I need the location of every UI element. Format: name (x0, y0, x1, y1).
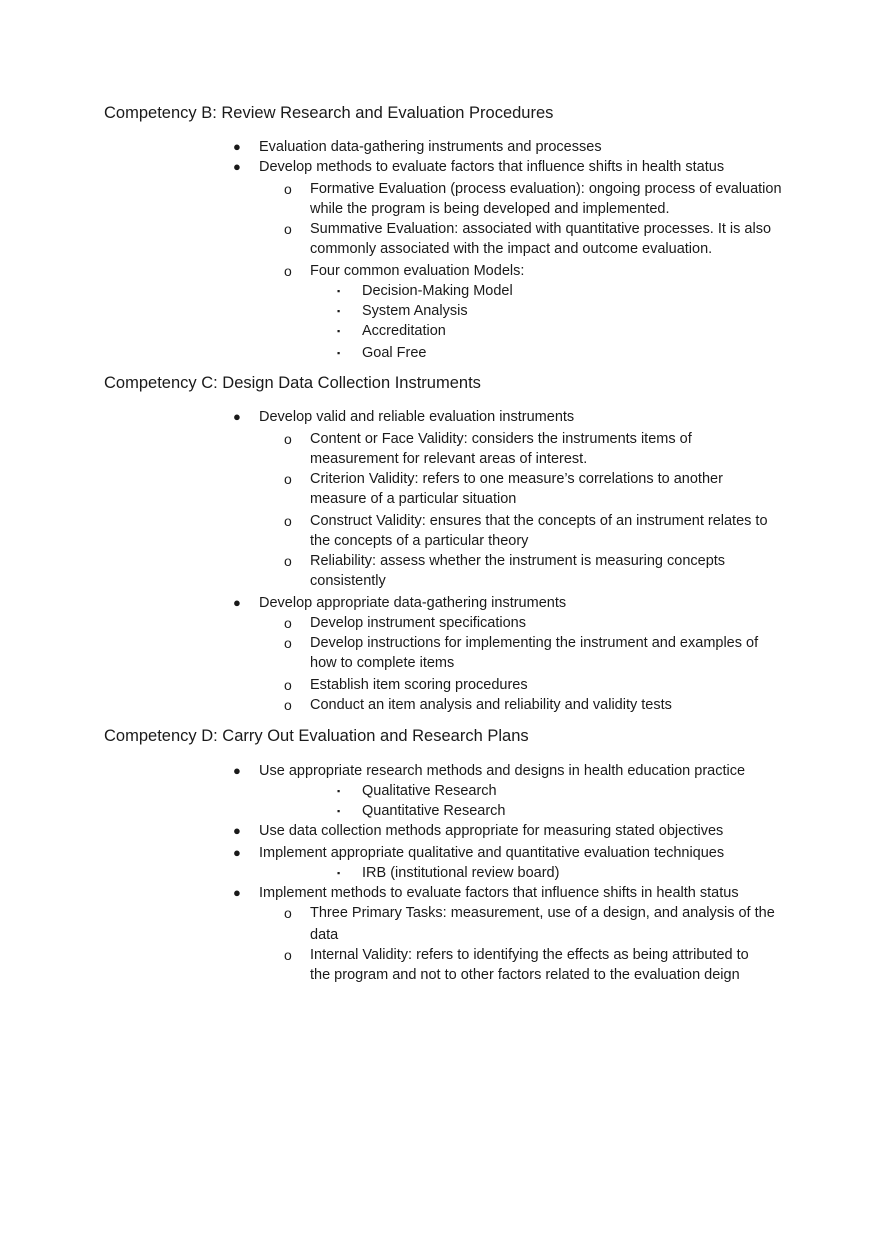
bullet-text: Develop instructions for implementing the instrument and examples of (310, 635, 759, 651)
bullet-text: IRB (institutional review board) (362, 865, 560, 881)
bullet-text: Accreditation (362, 323, 446, 339)
bullet-text: Develop appropriate data-gathering instruments (259, 595, 567, 611)
bullet-text: Implement appropriate qualitative and quantitative evaluation techniques (259, 845, 725, 861)
bullet-marker: o (284, 635, 292, 651)
bullet-text: Evaluation data-gathering instruments and processes (259, 139, 602, 155)
bullet-marker: o (284, 221, 292, 237)
bullet-text: consistently (310, 573, 386, 589)
bullet-marker: ● (233, 595, 241, 610)
bullet-text: Develop methods to evaluate factors that influence shifts in health status (259, 159, 725, 175)
bullet-marker: o (284, 181, 292, 197)
bullet-text: data (310, 927, 339, 943)
bullet-text: Reliability: assess whether the instrument is measuring concepts (310, 553, 726, 569)
bullet-marker: ● (233, 763, 241, 778)
bullet-marker: ▪ (337, 326, 341, 336)
bullet-marker: ● (233, 823, 241, 838)
section-heading-competency-d: Competency D: Carry Out Evaluation and Research Plans (104, 727, 529, 745)
bullet-marker: o (284, 677, 292, 693)
bullet-marker: o (284, 431, 292, 447)
bullet-text: while the program is being developed and implemented. (310, 201, 670, 217)
bullet-text: Goal Free (362, 345, 427, 361)
bullet-text: the concepts of a particular theory (310, 533, 529, 549)
bullet-marker: ● (233, 845, 241, 860)
bullet-text: Three Primary Tasks: measurement, use of a design, and analysis of the (310, 905, 775, 921)
bullet-text: Establish item scoring procedures (310, 677, 528, 693)
bullet-text: Develop valid and reliable evaluation instruments (259, 409, 575, 425)
bullet-marker: o (284, 905, 292, 921)
bullet-text: Use data collection methods appropriate for measuring stated objectives (259, 823, 724, 839)
bullet-text: Four common evaluation Models: (310, 263, 525, 279)
bullet-marker: ● (233, 139, 241, 154)
bullet-text: Internal Validity: refers to identifying the effects as being attributed to (310, 947, 749, 963)
bullet-marker: ▪ (337, 868, 341, 878)
bullet-text: measurement for relevant areas of interest. (310, 451, 588, 467)
section-heading-competency-b: Competency B: Review Research and Evaluation Procedures (104, 104, 554, 122)
bullet-text: Summative Evaluation: associated with quantitative processes. It is also (310, 221, 772, 237)
bullet-text: measure of a particular situation (310, 491, 517, 507)
bullet-marker: o (284, 697, 292, 713)
bullet-text: Implement methods to evaluate factors that influence shifts in health status (259, 885, 739, 901)
bullet-marker: ● (233, 409, 241, 424)
bullet-marker: o (284, 263, 292, 279)
bullet-text: how to complete items (310, 655, 455, 671)
bullet-marker: o (284, 947, 292, 963)
bullet-marker: o (284, 615, 292, 631)
bullet-marker: ▪ (337, 306, 341, 316)
bullet-marker: ▪ (337, 286, 341, 296)
bullet-text: Conduct an item analysis and reliability and validity tests (310, 697, 672, 713)
bullet-text: Use appropriate research methods and designs in health education practice (259, 763, 746, 779)
bullet-text: Content or Face Validity: considers the instruments items of (310, 431, 692, 447)
bullet-text: the program and not to other factors related to the evaluation deign (310, 967, 740, 983)
bullet-marker: ▪ (337, 786, 341, 796)
bullet-marker: o (284, 513, 292, 529)
bullet-text: Decision-Making Model (362, 283, 513, 299)
bullet-text: commonly associated with the impact and outcome evaluation. (310, 241, 713, 257)
bullet-text: Develop instrument specifications (310, 615, 526, 631)
bullet-text: Quantitative Research (362, 803, 506, 819)
bullet-text: Formative Evaluation (process evaluation): ongoing process of evaluation (310, 181, 782, 197)
bullet-marker: ▪ (337, 348, 341, 358)
section-heading-competency-c: Competency C: Design Data Collection Instruments (104, 374, 481, 392)
bullet-marker: o (284, 471, 292, 487)
bullet-text: System Analysis (362, 303, 468, 319)
bullet-marker: ▪ (337, 806, 341, 816)
bullet-marker: ● (233, 159, 241, 174)
bullet-text: Criterion Validity: refers to one measure’s correlations to another (310, 471, 723, 487)
bullet-text: Qualitative Research (362, 783, 497, 799)
bullet-text: Construct Validity: ensures that the concepts of an instrument relates to (310, 513, 768, 529)
bullet-marker: ● (233, 885, 241, 900)
bullet-marker: o (284, 553, 292, 569)
